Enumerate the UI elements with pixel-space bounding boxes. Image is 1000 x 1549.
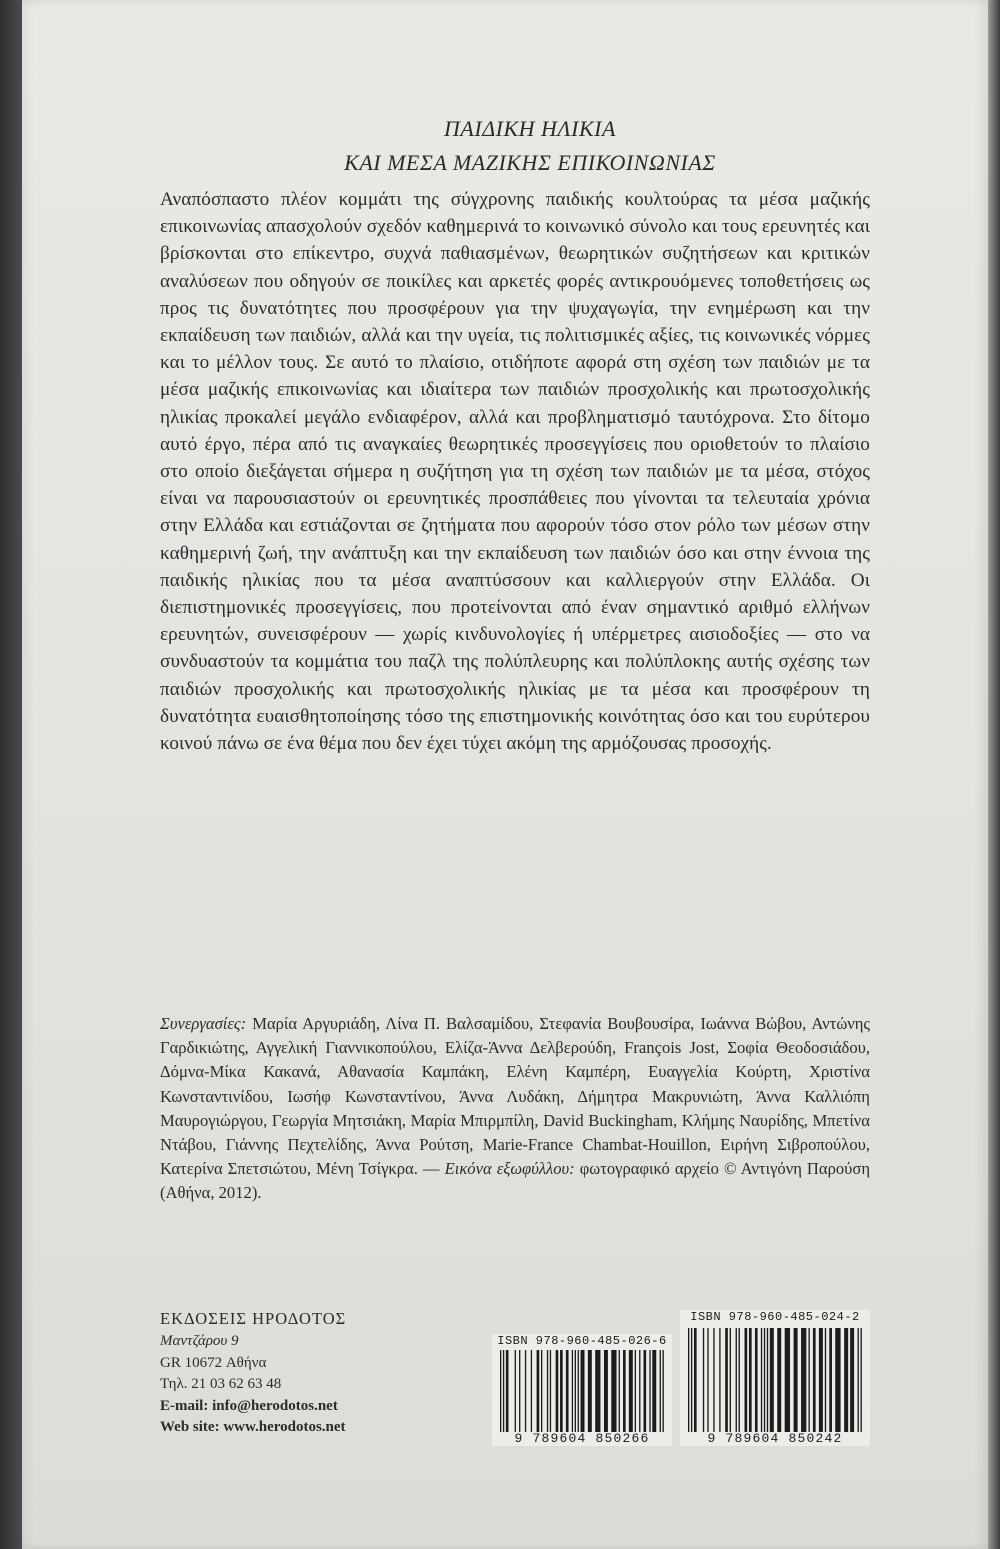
barcode-bar	[794, 1328, 798, 1432]
barcode-digits: 9 789604 850266	[514, 1431, 650, 1446]
book-right-edge	[988, 0, 1000, 1549]
barcode-bar	[500, 1350, 501, 1432]
barcode-bar	[730, 1328, 731, 1432]
barcode-bar	[713, 1328, 714, 1432]
barcode-bar	[575, 1350, 576, 1432]
book-spine-edge	[0, 0, 22, 1549]
title-line-2: ΚΑΙ ΜΕΣΑ ΜΑΖΙΚΗΣ ΕΠΙΚΟΙΝΩΝΙΑΣ	[344, 150, 716, 175]
publisher-info	[160, 1308, 460, 1438]
barcode-bar	[761, 1328, 762, 1432]
barcode-bar	[749, 1328, 752, 1432]
publisher-street: Μαντζάρου 9	[160, 1333, 239, 1350]
barcode-bar	[808, 1328, 809, 1432]
barcode-bar	[785, 1328, 790, 1432]
cover-image-label: Εικόνα εξωφύλλου:	[444, 1159, 575, 1179]
barcode-bar	[770, 1328, 774, 1432]
book-title	[0, 112, 1000, 180]
barcode-bar	[691, 1328, 692, 1432]
publisher-phone: Τηλ. 21 03 62 63 48	[160, 1376, 282, 1393]
barcode-bar	[767, 1328, 768, 1432]
collaborators-names: Μαρία Αργυριάδη, Λίνα Π. Βαλσαμίδου, Στεφανία Βουβουσίρα, Ιωάννα Βώβου, Αντώνης Γαρδικιώτης, Αγγελική Γιαννικοπούλου, Ελίζα-Άννα Δελβερούδη, François Jost, Σοφία Θεοδοσιάδου, Δόμνα-Μίκα Κακανά, Αθανασία Καμπάκη, Ελένη Καμπέρη, Ευαγγελία Κούρτη, Χριστίνα Κωνσταντινίδου, Ιωσήφ Κωνσταντίνου, Άννα Λυδάκη, Δήμητρα Μακρυνιώτη, Άννα Καλλιόπη Μαυρογιώργου, Γεωργία Μητσιάκη, Μαρία Μπιρμπίλη, David Buckingham, Κλήμης Ναυρίδης, Μπετίνα Ντάβου, Γιάννης Πεχτελίδης, Άννα Ρούτση, Marie-France Chambat-Houillon, Ειρήνη Σιβροπούλου, Κατερίνα Σπετσιώτου, Μένη Τσίγκρα. —	[160, 1014, 870, 1179]
barcode-isbn-label: ISBN 978-960-485-026-6	[497, 1334, 667, 1348]
barcode-bar	[652, 1350, 656, 1432]
barcode-bar	[506, 1350, 509, 1432]
barcode-bar	[725, 1328, 728, 1432]
barcode-digits: 9 789604 850242	[707, 1431, 843, 1446]
barcode-bar	[736, 1328, 737, 1432]
barcode-bar	[611, 1350, 616, 1432]
barcode-bar	[578, 1350, 579, 1432]
barcode-bar	[581, 1350, 585, 1432]
barcode-bar	[556, 1350, 559, 1432]
barcode-bars	[688, 1328, 862, 1432]
collaborators-label: Συνεργασίες:	[160, 1014, 247, 1033]
barcode-bar	[531, 1350, 532, 1432]
barcode-bar	[719, 1328, 720, 1432]
publisher-website: Web site: www.herodotos.net	[160, 1419, 346, 1436]
barcode-bar	[755, 1328, 758, 1432]
barcode-bar	[663, 1350, 664, 1432]
barcode-volume-1	[492, 1334, 672, 1446]
barcode-bar	[764, 1328, 765, 1432]
barcode-bar	[629, 1350, 633, 1432]
barcode-isbn-label: ISBN 978-960-485-024-2	[690, 1310, 860, 1324]
barcode-bar	[572, 1350, 573, 1432]
barcode-bar	[537, 1350, 540, 1432]
barcode-bar	[694, 1328, 697, 1432]
publisher-email: E-mail: info@herodotos.net	[160, 1397, 338, 1414]
barcode-bar	[745, 1328, 748, 1432]
collaborators-paragraph	[160, 1012, 870, 1206]
barcode-bar	[635, 1350, 636, 1432]
cover-image-credit: φωτογραφικό αρχείο © Αντιγόνη Παρούση (Αθήνα, 2012).	[160, 1159, 871, 1203]
barcode-bar	[829, 1328, 832, 1432]
barcode-bar	[639, 1350, 640, 1432]
barcode-bar	[649, 1350, 650, 1432]
barcode-bar	[541, 1350, 542, 1432]
barcode-bar	[739, 1328, 740, 1432]
barcode-bars	[500, 1350, 664, 1432]
barcode-bar	[595, 1350, 600, 1432]
barcode-bar	[858, 1328, 859, 1432]
barcode-bar	[644, 1350, 647, 1432]
barcode-bar	[850, 1328, 854, 1432]
barcode-bar	[503, 1350, 504, 1432]
barcode-bar	[835, 1328, 840, 1432]
book-description: Αναπόσπαστο πλέον κομμάτι της σύγχρονης παιδικής κουλτούρας τα μέσα μαζικής επικοινωνίας απασχολούν σχεδόν καθημερινά το κοινωνικό σύνολο και τους ερευνητές και βρίσκονται στο επίκεντρο, συχνά παθιασμένων, θεωρητικών συζητήσεων και κριτικών αναλύσεων που οδηγούν σε ποικίλες και αρκετές φορές αντικρουόμενες τοποθετήσεις ως προς τις δυνατότητες που προσφέρουν για την ψυχαγωγία, την ενημέρωση και την εκπαίδευση των παιδιών, αλλά και την υγεία, τις πολιτισμικές αξίες, τις κοινωνικές νόρμες και το μέλλον τους. Σε αυτό το πλαίσιο, οτιδήποτε αφορά στη σχέση των παιδιών με τα μέσα μαζικής επικοινωνίας και ιδιαίτερα των παιδιών προσχολικής και πρωτοσχολικής ηλικίας προκαλεί μεγάλο ενδιαφέρον, αλλά και προβληματισμό ταυτόχρονα. Στο δίτομο αυτό έργο, πέρα από τις αναγκαίες θεωρητικές προσεγγίσεις που οριοθετούν το πλαίσιο στο οποίο διεξάγεται σήμερα η συζήτηση για τη σχέση των παιδιών με τα μέσα, στόχος είναι να παρουσιαστούν οι ερευνητικές προσπάθειες που γίνονται τα τελευταία χρόνια στην Ελλάδα και εστιάζονται σε ζητήματα που αφορούν τόσο στον ρόλο των μέσων στην καθημερινή ζωή, την ανάπτυξη και την εκπαίδευση των παιδιών όσο και στην έννοια της παιδικής ηλικίας που τα μέσα αναπτύσσουν και καλλιεργούν στην Ελλάδα. Οι διεπιστημονικές προσεγγίσεις, που προτείνονται από έναν σημαντικό αριθμό ελλήνων ερευνητών, συνεισφέρουν — χωρίς κινδυνολογίες ή υπέρμετρες αισιοδοξίες — στο να συνδυαστούν τα κομμάτια του παζλ της πολύπλευρης και πολύπλοκης αυτής σχέσης των παιδιών προσχολικής και πρωτοσχολικής ηλικίας με τα μέσα και προσφέρουν τη δυνατότητα ευαισθητοποίησης τόσο της επιστημονικής κοινότητας όσο και του ευρύτερου κοινού πάνω σε ένα θέμα που δεν έχει τύχει ακόμη της αρμόζουσας προσοχής.	[160, 189, 870, 755]
barcode-bar	[819, 1328, 823, 1432]
barcode-bar	[777, 1328, 781, 1432]
publisher-name: ΕΚΔΟΣΕΙΣ ΗΡΟΔΟΤΟΣ	[160, 1309, 347, 1328]
barcode-bar	[588, 1350, 592, 1432]
barcode-bar	[604, 1350, 608, 1432]
barcode-bar	[519, 1350, 520, 1432]
title-line-1: ΠΑΙΔΙΚΗ ΗΛΙΚΙΑ	[444, 116, 616, 141]
barcode-bar	[525, 1350, 526, 1432]
barcode-bar	[801, 1328, 806, 1432]
barcode-bar	[688, 1328, 689, 1432]
barcode-bar	[660, 1350, 661, 1432]
barcode-bar	[825, 1328, 826, 1432]
barcode-bar	[707, 1328, 708, 1432]
barcode-bar	[619, 1350, 620, 1432]
barcode-volume-2	[680, 1310, 870, 1446]
barcode-bar	[515, 1350, 516, 1432]
barcode-bar	[844, 1328, 848, 1432]
barcode-bar	[560, 1350, 563, 1432]
publisher-city: GR 10672 Αθήνα	[160, 1354, 267, 1371]
barcode-bar	[550, 1350, 551, 1432]
barcode-bar	[861, 1328, 862, 1432]
barcode-bar	[623, 1350, 626, 1432]
barcode-bar	[566, 1350, 569, 1432]
barcode-bar	[703, 1328, 704, 1432]
barcode-bar	[547, 1350, 548, 1432]
barcode-bar	[813, 1328, 816, 1432]
